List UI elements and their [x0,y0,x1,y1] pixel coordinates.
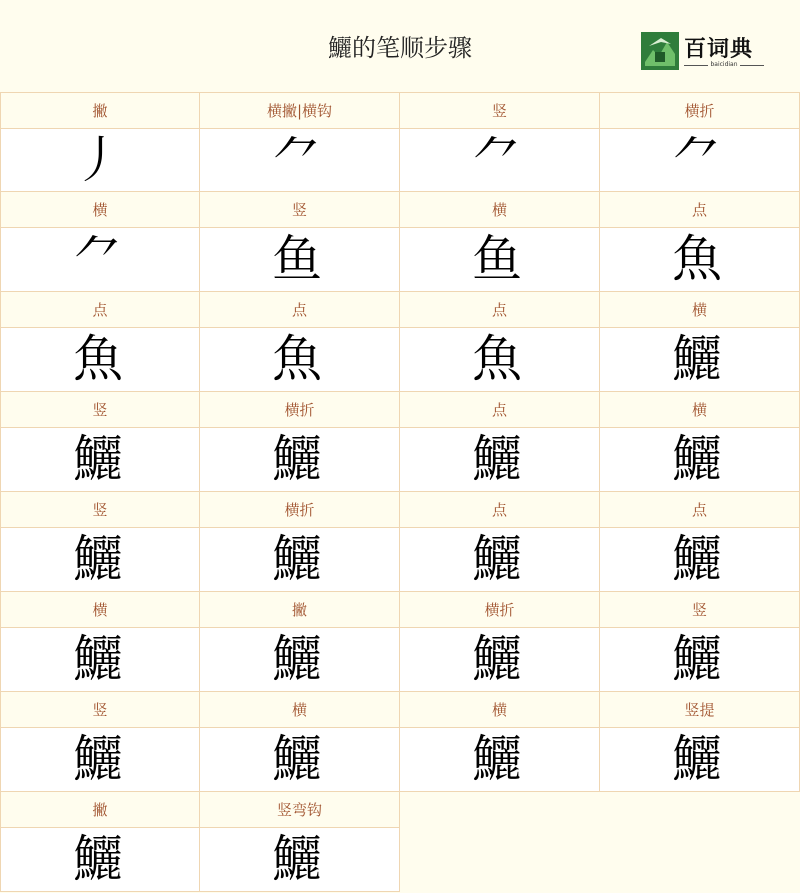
stroke-progress-glyph [272,130,322,192]
logo-subtext: baicidian [684,61,764,68]
character-glyph: 鱺 [672,530,722,588]
stroke-progress-glyph [672,329,729,391]
stroke-step-cell [200,692,400,792]
stroke-name-label: 竖 [400,93,599,129]
stroke-step-cell [200,192,400,292]
stroke-order-grid [0,92,800,893]
stroke-progress-glyph [73,329,123,391]
stroke-progress-glyph [73,729,178,791]
character-glyph: 鱺 [672,630,722,688]
character-glyph: ⺈ [272,131,322,189]
stroke-step-cell [0,292,200,392]
stroke-name-label: 竖弯钩 [200,792,399,828]
stroke-name-label: 横 [400,692,599,728]
page-title: 鱺的笔顺步骤 [328,34,472,62]
character-glyph: 魚 [272,330,322,388]
stroke-progress-glyph [472,529,555,591]
site-logo[interactable] [641,32,765,72]
stroke-progress-glyph [472,229,522,291]
stroke-progress-glyph [672,229,722,291]
character-glyph: 鱺 [672,330,722,388]
stroke-progress-glyph [73,130,123,192]
stroke-name-label: 竖提 [600,692,799,728]
stroke-progress-glyph [272,629,365,691]
stroke-progress-glyph [73,429,133,491]
stroke-step-cell [200,792,400,892]
stroke-name-label: 撇 [200,592,399,628]
stroke-step-cell [600,492,800,592]
character-glyph: 鱺 [472,430,522,488]
stroke-progress-glyph [472,729,583,791]
stroke-name-label: 点 [1,292,199,328]
stroke-step-cell [400,692,600,792]
stroke-name-label: 竖 [1,392,199,428]
stroke-name-label: 撇 [1,792,199,828]
stroke-name-label: 横折 [200,392,399,428]
stroke-step-cell [0,792,200,892]
stroke-name-label: 竖 [600,592,799,628]
stroke-name-label: 横撇|横钩 [200,93,399,129]
stroke-name-label: 横 [1,592,199,628]
character-glyph: 鱼 [472,230,522,288]
stroke-step-cell [200,292,400,392]
stroke-progress-glyph [472,130,522,192]
stroke-name-label: 横 [1,192,199,228]
stroke-step-cell [0,492,200,592]
character-glyph: 鱺 [73,830,123,888]
stroke-name-label: 横折 [600,93,799,129]
stroke-name-label: 竖 [1,692,199,728]
character-glyph: 鱺 [472,730,522,788]
stroke-progress-glyph [272,329,322,391]
stroke-step-cell [400,292,600,392]
stroke-step-cell [600,92,800,192]
stroke-name-label: 横 [600,392,799,428]
stroke-progress-glyph [472,629,570,691]
stroke-step-cell [200,392,400,492]
stroke-progress-glyph [672,529,758,591]
stroke-name-label: 点 [400,492,599,528]
stroke-step-cell [400,92,600,192]
stroke-step-cell [0,192,200,292]
stroke-progress-glyph [73,629,161,691]
stroke-step-cell [400,392,600,492]
stroke-name-label: 竖 [1,492,199,528]
stroke-step-cell [200,92,400,192]
character-glyph: 鱺 [73,730,123,788]
stroke-name-label: 点 [200,292,399,328]
stroke-progress-glyph [272,729,380,791]
stroke-step-cell [600,592,800,692]
character-glyph: 鱺 [272,430,322,488]
character-glyph: 魚 [73,330,123,388]
stroke-progress-glyph [73,529,149,591]
character-glyph: 鱺 [472,530,522,588]
stroke-progress-glyph [73,229,123,291]
character-glyph: 鱺 [272,630,322,688]
stroke-step-cell [600,192,800,292]
stroke-progress-glyph [272,429,338,491]
stroke-progress-glyph [272,229,322,291]
stroke-step-cell [600,692,800,792]
stroke-progress-glyph [472,329,522,391]
stroke-name-label: 撇 [1,93,199,129]
character-glyph: 鱺 [73,530,123,588]
character-glyph: 鱺 [73,630,123,688]
character-glyph: 鱺 [272,730,322,788]
character-glyph: 鱺 [472,630,522,688]
stroke-step-cell [0,592,200,692]
stroke-step-cell [0,92,200,192]
stroke-step-cell [400,192,600,292]
stroke-step-cell [400,592,600,692]
logo-brand-text: 百词典 [684,37,754,62]
stroke-name-label: 横折 [200,492,399,528]
stroke-step-cell [200,592,400,692]
stroke-progress-glyph [672,629,773,691]
stroke-step-cell [0,392,200,492]
character-glyph: 鱺 [672,430,722,488]
stroke-step-cell [600,292,800,392]
character-glyph: ⺈ [672,131,722,189]
character-glyph: 丿 [73,131,123,189]
character-glyph: ⺈ [472,131,522,189]
stroke-name-label: 横折 [400,592,599,628]
page-header [0,0,800,92]
character-glyph: 鱺 [73,430,123,488]
character-glyph: 鱺 [272,530,322,588]
stroke-name-label: 点 [600,192,799,228]
stroke-progress-glyph [272,829,398,891]
stroke-step-cell [200,492,400,592]
stroke-progress-glyph [672,130,722,192]
stroke-name-label: 横 [600,292,799,328]
character-glyph: 鱺 [272,830,322,888]
stroke-step-cell [600,392,800,492]
stroke-progress-glyph [472,429,540,491]
stroke-step-cell [0,692,200,792]
stroke-progress-glyph [73,829,194,891]
stroke-name-label: 点 [400,392,599,428]
character-glyph: ⺈ [73,230,123,288]
stroke-name-label: 横 [200,692,399,728]
stroke-progress-glyph [672,429,743,491]
character-glyph: 鱼 [272,230,322,288]
stroke-name-label: 点 [400,292,599,328]
stroke-name-label: 横 [400,192,599,228]
stroke-progress-glyph [272,529,351,591]
character-glyph: 鱺 [672,730,722,788]
stroke-step-cell [400,492,600,592]
character-glyph: 魚 [672,230,722,288]
character-glyph: 魚 [472,330,522,388]
stroke-name-label: 点 [600,492,799,528]
stroke-name-label: 竖 [200,192,399,228]
stroke-progress-glyph [672,729,788,791]
logo-emblem-icon [641,32,679,70]
